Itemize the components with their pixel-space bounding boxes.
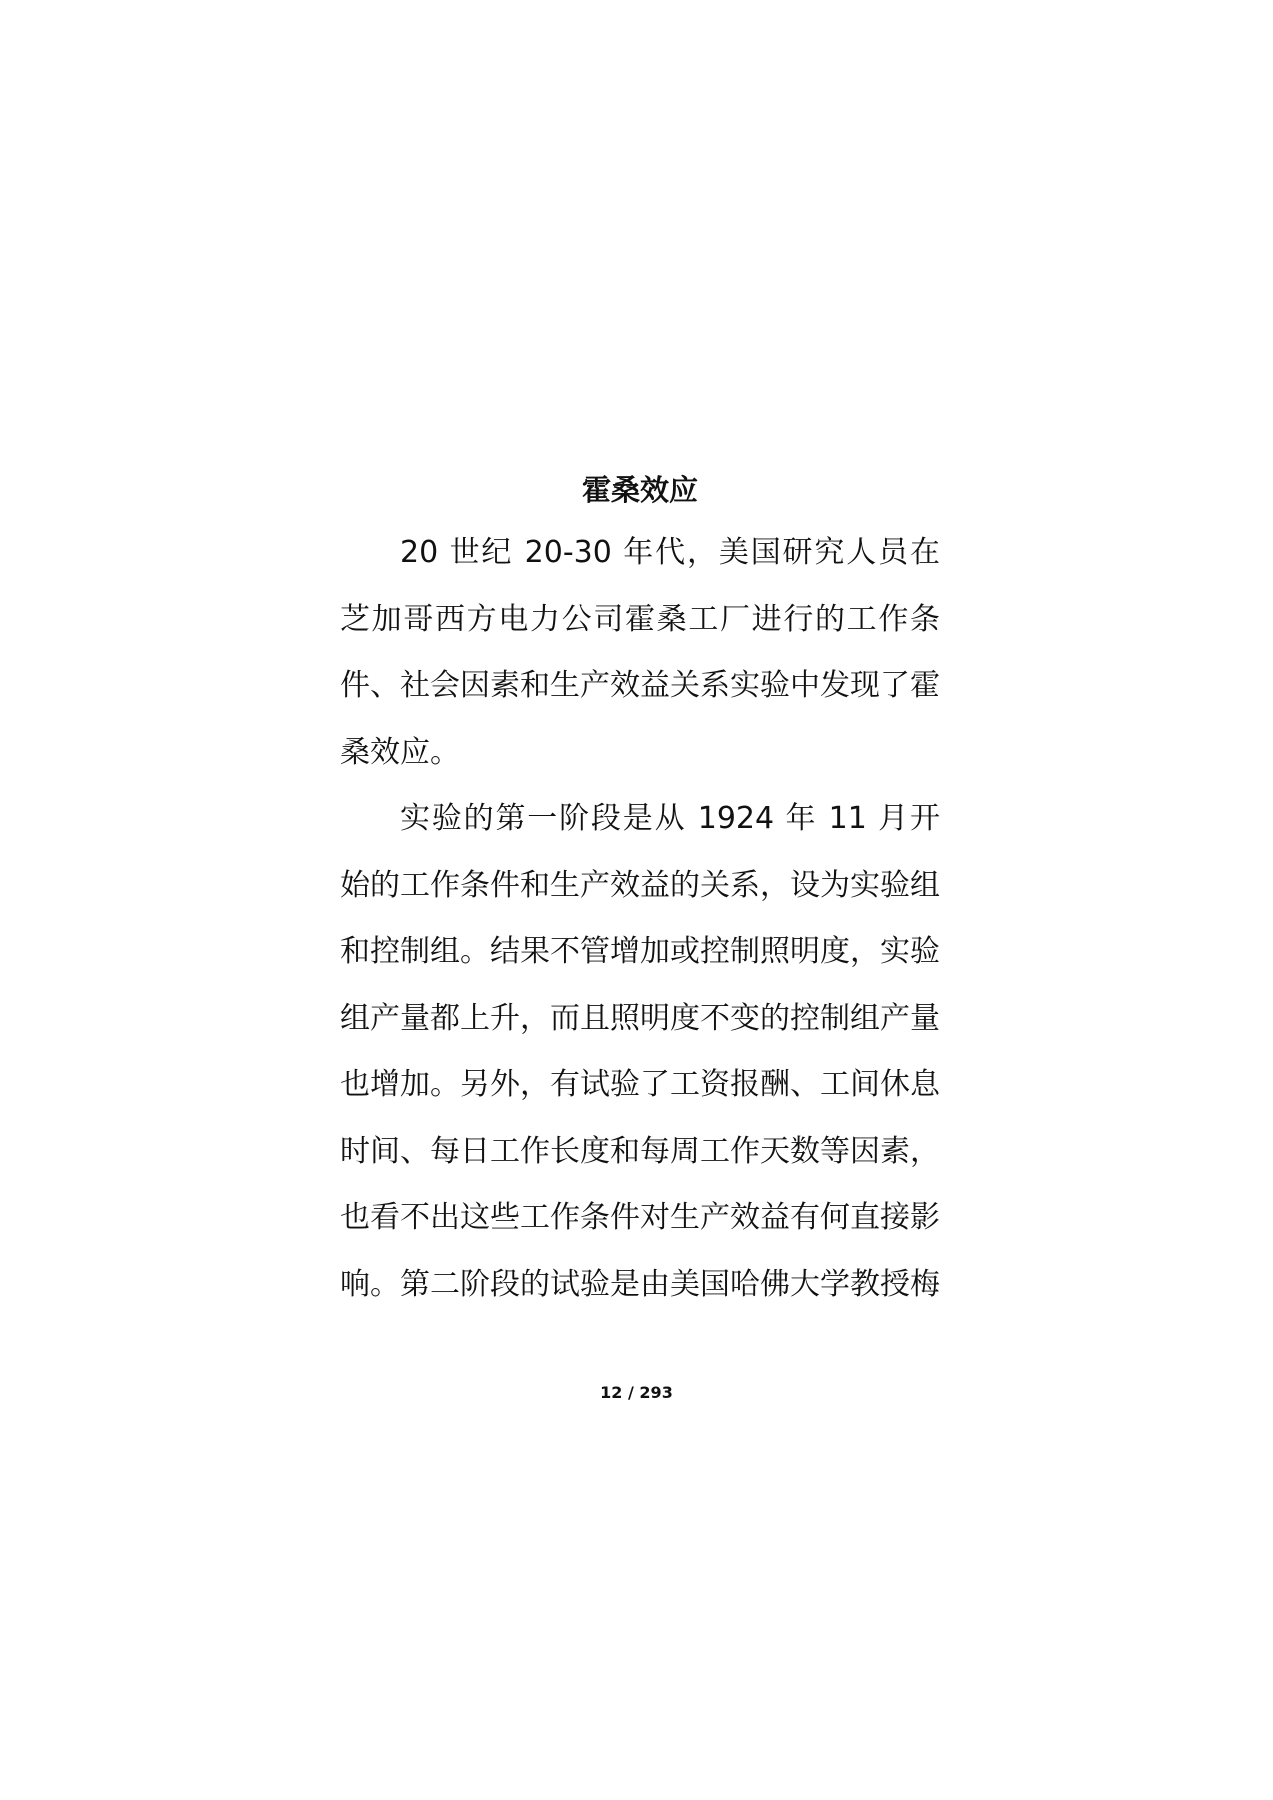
paragraph-experiment: 实验的第一阶段是从 1924 年 11 月开始的工作条件和生产效益的关系，设为实验组和控制组。结果不管增加或控制照明度，实验组产量都上升，而且照明度不变的控制组产量也增加。另外，有试验了工资报酬、工间休息时间、每日工作长度和每周工作天数等因素，也看不出这些工作条件对生产效益有何直接影响。第二阶段的试验是由美国哈佛大学教授梅	[340, 801, 940, 1302]
page-number: 12 / 293	[600, 1383, 673, 1402]
paragraph-intro: 20 世纪 20-30 年代，美国研究人员在芝加哥西方电力公司霍桑工厂进行的工作条件、社会因素和生产效益关系实验中发现了霍桑效应。	[340, 535, 940, 770]
page-content	[340, 460, 940, 1318]
page-title: 霍桑效应	[581, 473, 698, 507]
